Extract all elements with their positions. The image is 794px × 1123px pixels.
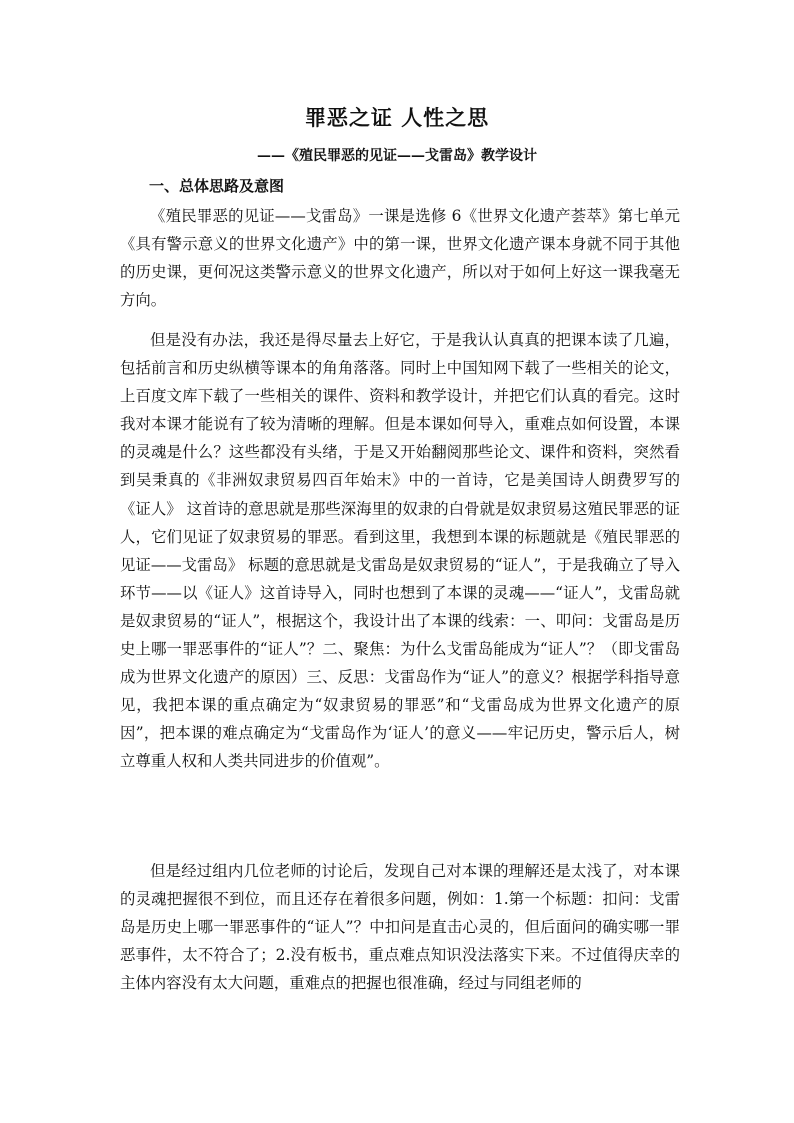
document-subtitle: ——《殖民罪恶的见证——戈雷岛》教学设计 (257, 148, 537, 164)
document-title: 罪恶之证 人性之思 (304, 105, 490, 130)
paragraph-3: 但是经过组内几位老师的讨论后，发现自己对本课的理解还是太浅了，对本课的灵魂把握很不到位，而且还存在着很多问题，例如：1.第一个标题：扣问：戈雷岛是历史上哪一罪恶事件的“证人”？中扣问是直击心灵的，但后面问的确实哪一罪恶事件，太不符合了；2.没有板书，重点难点知识没法落实下来。不过值得庆幸的主体内容没有太大问题，重难点的把握也很准确，经过与同组老师的 (120, 862, 680, 993)
section-heading: 一、总体思路及意图 (149, 177, 285, 195)
paragraph-2: 但是没有办法，我还是得尽量去上好它，于是我认认真真的把课本读了几遍，包括前言和历史纵横等课本的角角落落。同时上中国知网下载了一些相关的论文，上百度文库下载了一些相关的课件、资料和教学设计，并把它们认真的看完。这时我对本课才能说有了较为清晰的理解。但是本课如何导入，重难点如何设置，本课的灵魂是什么？这些都没有头绪，于是又开始翻阅那些论文、课件和资料，突然看到吴秉真的《非洲奴隶贸易四百年始末》中的一首诗，它是美国诗人朗费罗写的《证人》 这首诗的意思就是那些深海里的奴隶的白骨就是奴隶贸易这殖民罪恶的证人，它们见证了奴隶贸易的罪恶。看到这里，我想到本课的标题就是《殖民罪恶的见证——戈雷岛》 标题的意思就是戈雷岛是奴隶贸易的“证人”，于是我确立了导入环节——以《证人》这首诗导入，同时也想到了本课的灵魂——“证人”，戈雷岛就是奴隶贸易的“证人”，根据这个，我设计出了本课的线索：一、叩问：戈雷岛是历史上哪一罪恶事件的“证人”？二、聚焦：为什么戈雷岛能成为“证人”？（即戈雷岛成为世界文化遗产的原因）三、反思：戈雷岛作为“证人”的意义？根据学科指导意见，我把本课的重点确定为“奴隶贸易的罪恶”和“戈雷岛成为世界文化遗产的原因”，把本课的难点确定为“戈雷岛作为‘证人’的意义——牢记历史，警示后人，树立尊重人权和人类共同进步的价值观”。 (120, 331, 680, 771)
paragraph-1: 《殖民罪恶的见证——戈雷岛》一课是选修 6《世界文化遗产荟萃》第七单元《具有警示意义的世界文化遗产》中的第一课，世界文化遗产课本身就不同于其他的历史课，更何况这类警示意义的世界文化遗产，所以对于如何上好这一课我毫无方向。 (120, 207, 680, 310)
